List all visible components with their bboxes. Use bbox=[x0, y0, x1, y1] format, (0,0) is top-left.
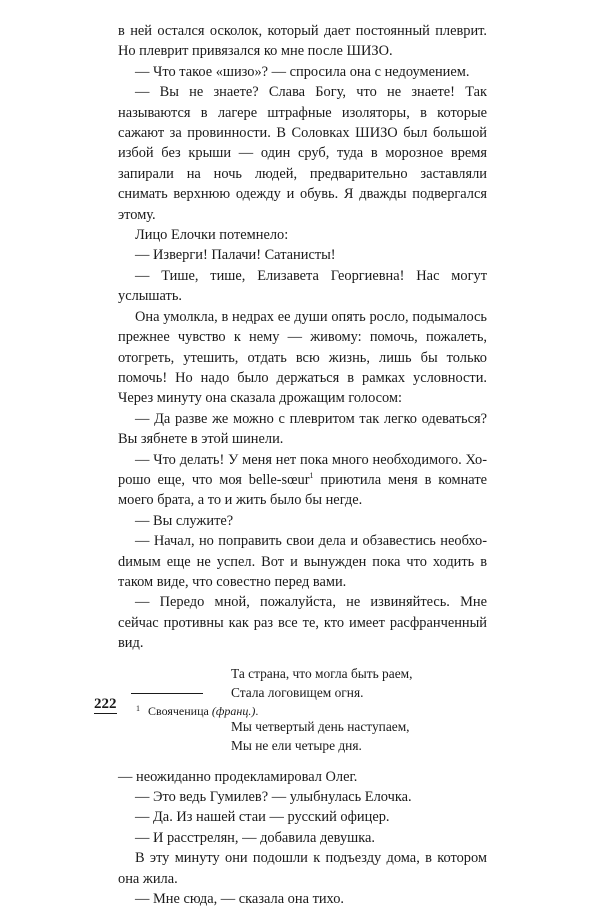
paragraph: В эту минуту они подошли к подъезду дома, в котором она жила. bbox=[118, 850, 487, 887]
poem-stanza bbox=[231, 717, 487, 755]
paragraph: — Что такое «шизо»? — спросила она с недоумением. bbox=[135, 63, 470, 80]
paragraph: — Начал, но поправить свои дела и обзавестись необхоdимым еще не успел. Вот и вынужден пока что ходить в таком виде, что совестно перед вами. bbox=[118, 533, 487, 590]
footnote bbox=[136, 701, 258, 719]
paragraph: — Вы служите? bbox=[135, 512, 234, 529]
poem-stanza bbox=[231, 664, 487, 702]
verse-line: Стала логовищем огня. bbox=[231, 684, 364, 700]
paragraph: — Тише, тише, Елизавета Георгиевна! Нас могут услышать. bbox=[118, 267, 487, 305]
verse-line: Мы четвертый день наступаем, bbox=[231, 718, 410, 734]
poem-quote bbox=[231, 664, 487, 755]
paragraph: — неожиданно продекламировал Олег. bbox=[118, 768, 358, 785]
footnote-mark: 1 bbox=[136, 704, 140, 713]
body-text bbox=[118, 21, 487, 909]
paragraph: в ней остался осколок, который дает постоянный плеврит. Но плеврит привязался ко мне после ШИЗО. bbox=[118, 23, 487, 60]
paragraph-with-footnote-ref bbox=[118, 450, 487, 511]
paragraph: Она умолкла, в недрах ее души опять росло, подымалось прежнее чувство к нему — живому: помочь, пожалеть, отогреть, утешить, отдать всю жизнь, лишь бы только помочь! Но надо было держаться в рамках условности. Через минуту она сказала дрожащим голосом: bbox=[118, 308, 487, 407]
footnote-reference: 1 bbox=[309, 470, 314, 480]
paragraph: — Да разве же можно с плевритом так легко одеваться? Вы зябнете в этой шинели. bbox=[118, 410, 487, 448]
verse-line: Мы не ели четыре дня. bbox=[231, 737, 362, 753]
paragraph: — И расстрелян, — добавила девушка. bbox=[135, 829, 376, 846]
footnote-end: . bbox=[255, 704, 259, 718]
paragraph: — Мне сюда, — сказала она тихо. bbox=[135, 891, 344, 908]
paragraph: Лицо Елочки потемнело: bbox=[135, 227, 289, 244]
paragraph-text: — Что делать! У меня нет пока много необходимого. Хорошо еще, что моя belle-sœur bbox=[118, 451, 487, 488]
verse-line: Та страна, что могла быть раем, bbox=[231, 665, 413, 681]
page-number: 222 bbox=[94, 696, 117, 712]
footnote-text: Свояченица bbox=[148, 704, 212, 718]
paragraph-text: приютила меня в комнате моего брата, а то и жить было бы негде. bbox=[118, 471, 487, 509]
paragraph: — Изверги! Палачи! Сатанисты! bbox=[135, 247, 336, 264]
paragraph: — Да. Из нашей стаи — русский офицер. bbox=[135, 809, 390, 826]
footnote-divider bbox=[131, 693, 203, 694]
paragraph: — Это ведь Гумилев? — улыбнулась Елочка. bbox=[135, 789, 412, 805]
paragraph: — Вы не знаете? Слава Богу, что не знаете! Так называются в лагере штрафные изоляторы, в которые сажают за провинности. В Соловках ШИЗО был большой избой без крыши — один сруб, туда в морозное время запирали на ночь людей, предварительно заставляли снимать верхнюю одежду и обувь. Я дважды подвергался этому. bbox=[118, 84, 487, 223]
footnote-annotation: (франц.) bbox=[211, 704, 256, 718]
paragraph: — Передо мной, пожалуйста, не извиняйтесь. Мне сейчас противны как раз все те, кто имеет расфранченный вид. bbox=[118, 594, 487, 652]
